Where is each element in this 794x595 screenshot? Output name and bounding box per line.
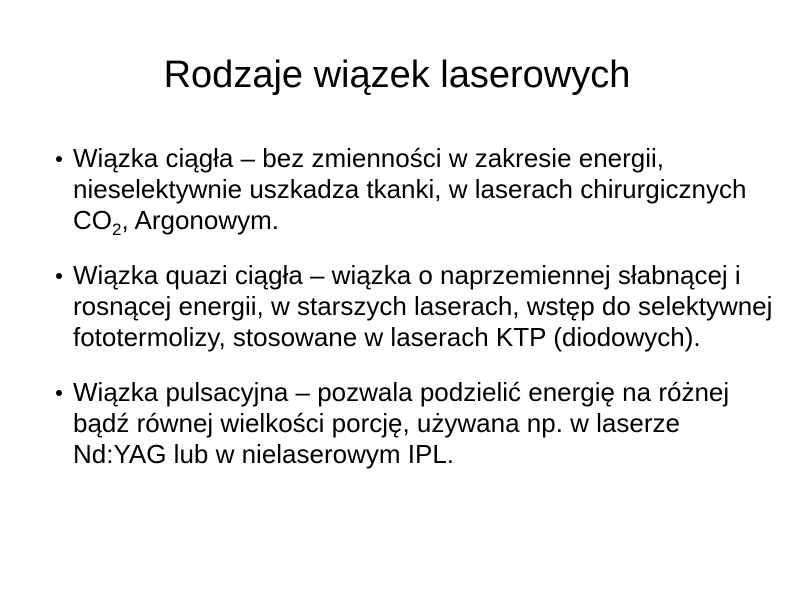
bullet-text: Wiązka pulsacyjna – pozwala podzielić energię na różnej bądź równej wielkości porcję, używana np. w laserze Nd:YAG lub w nielaserowym IPL. [73, 377, 730, 469]
bullet-text-part: , Argonowym. [121, 205, 279, 235]
bullet-dot-icon [56, 273, 62, 279]
subscript-text: 2 [112, 220, 122, 239]
bullet-list [55, 143, 775, 494]
bullet-item-quasi-continuous [55, 260, 775, 353]
slide-title: Rodzaje wiązek laserowych [163, 54, 631, 96]
bullet-item-continuous [55, 143, 775, 239]
bullet-text: Wiązka quazi ciągła – wiązka o naprzemiennej słabnącej i rosnącej energii, w starszych laserach, wstęp do selektywnej fototermolizy, stosowane w laserach KTP (diodowych). [73, 260, 773, 352]
bullet-dot-icon [56, 156, 62, 162]
bullet-text-part: Wiązka ciągła – bez zmienności w zakresie energii, nieselektywnie uszkadza tkanki, w laserach chirurgicznych CO [73, 143, 747, 235]
bullet-dot-icon [56, 390, 62, 396]
bullet-item-pulsed [55, 377, 775, 470]
